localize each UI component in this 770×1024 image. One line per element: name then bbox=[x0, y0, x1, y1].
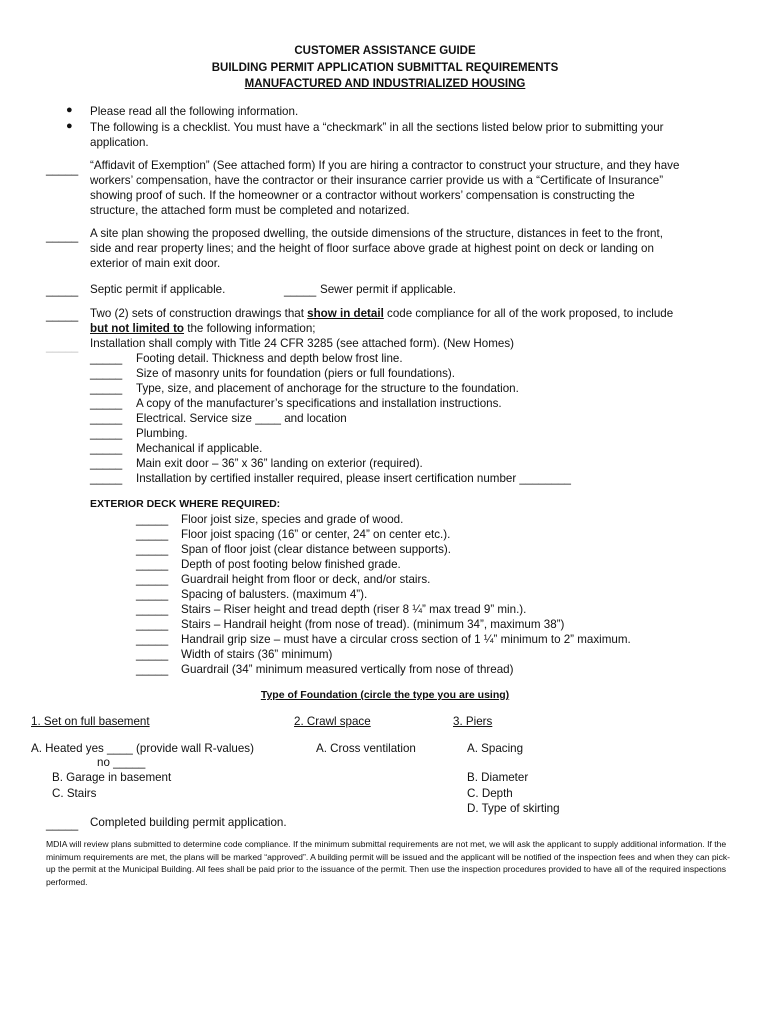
affidavit-line: showing proof of such. If the homeowner or a contractor without workers’ compensation is constructing the bbox=[90, 189, 635, 202]
header-title-1: CUSTOMER ASSISTANCE GUIDE bbox=[294, 45, 476, 57]
deck-heading: EXTERIOR DECK WHERE REQUIRED: bbox=[90, 498, 281, 510]
bullet-dot: ● bbox=[66, 120, 73, 132]
checkbox-blank-deck[interactable]: _____ bbox=[136, 558, 169, 571]
deck-item: Stairs – Riser height and tread depth (riser 8 ¼” max tread 9” min.). bbox=[181, 603, 527, 616]
checkbox-blank-deck[interactable]: _____ bbox=[136, 648, 169, 661]
deck-item: Guardrail height from floor or deck, and/or stairs. bbox=[181, 573, 431, 586]
checkbox-blank-title24[interactable]: _____ bbox=[46, 340, 79, 353]
basement-item: A. Heated yes ____ (provide wall R-values) bbox=[31, 742, 254, 755]
drawings-text-post: code compliance for all of the work proposed, to include bbox=[383, 307, 674, 320]
foundation-option-crawl-space[interactable]: 2. Crawl space bbox=[294, 715, 371, 728]
checkbox-blank-deck[interactable]: _____ bbox=[136, 663, 169, 676]
siteplan-line: exterior of main exit door. bbox=[90, 257, 221, 270]
checkbox-blank-item[interactable]: _____ bbox=[90, 367, 123, 380]
deck-item: Spacing of balusters. (maximum 4”). bbox=[181, 588, 368, 601]
checkbox-blank-item[interactable]: _____ bbox=[90, 442, 123, 455]
checkbox-blank-item[interactable]: _____ bbox=[90, 472, 123, 485]
checkbox-blank-deck[interactable]: _____ bbox=[136, 528, 169, 541]
basement-item: no _____ bbox=[97, 756, 146, 769]
siteplan-line: A site plan showing the proposed dwelling, the outside dimensions of the structure, distances in feet to the front, bbox=[90, 227, 663, 240]
deck-item: Width of stairs (36” minimum) bbox=[181, 648, 333, 661]
septic-permit-text: Septic permit if applicable. bbox=[90, 283, 226, 296]
checklist-item: A copy of the manufacturer’s specifications and installation instructions. bbox=[136, 397, 502, 410]
checkbox-blank-deck[interactable]: _____ bbox=[136, 633, 169, 646]
crawl-space-item: A. Cross ventilation bbox=[316, 742, 416, 755]
checklist-item: Plumbing. bbox=[136, 427, 188, 440]
affidavit-line: structure, the attached form must be completed and notarized. bbox=[90, 204, 410, 217]
drawings-emphasis-2: but not limited to bbox=[90, 322, 185, 335]
siteplan-paragraph bbox=[90, 226, 724, 271]
checkbox-blank-item[interactable]: _____ bbox=[90, 457, 123, 470]
affidavit-line: workers’ compensation, have the contractor or their insurance carrier provide us with a “Certificate of Insurance” bbox=[90, 174, 664, 187]
basement-item: C. Stairs bbox=[52, 787, 97, 800]
drawings-text-post-2: the following information; bbox=[184, 322, 316, 335]
checkbox-blank-item[interactable]: _____ bbox=[90, 382, 123, 395]
deck-item: Floor joist spacing (16” or center, 24” on center etc.). bbox=[181, 528, 451, 541]
checklist-item: Type, size, and placement of anchorage for the structure to the foundation. bbox=[136, 382, 519, 395]
sewer-permit-text: Sewer permit if applicable. bbox=[320, 283, 456, 296]
checklist-item: Main exit door – 36” x 36” landing on exterior (required). bbox=[136, 457, 423, 470]
bullet-dot: ● bbox=[66, 104, 73, 116]
affidavit-paragraph bbox=[90, 158, 724, 218]
deck-item: Floor joist size, species and grade of wood. bbox=[181, 513, 404, 526]
foundation-option-piers[interactable]: 3. Piers bbox=[453, 715, 493, 728]
checkbox-blank-deck[interactable]: _____ bbox=[136, 618, 169, 631]
checkbox-blank-deck[interactable]: _____ bbox=[136, 603, 169, 616]
checkbox-blank-siteplan[interactable]: _____ bbox=[46, 230, 79, 243]
checkbox-blank-completed[interactable]: _____ bbox=[46, 818, 79, 831]
deck-item: Span of floor joist (clear distance between supports). bbox=[181, 543, 452, 556]
drawings-line-2 bbox=[90, 321, 316, 336]
checklist-item: Size of masonry units for foundation (piers or full foundations). bbox=[136, 367, 455, 380]
drawings-emphasis: show in detail bbox=[307, 307, 384, 320]
deck-item: Depth of post footing below finished grade. bbox=[181, 558, 401, 571]
checkbox-blank-septic[interactable]: _____ bbox=[46, 284, 79, 297]
header-title-3 bbox=[0, 78, 770, 90]
checkbox-blank-affidavit[interactable]: _____ bbox=[46, 163, 79, 176]
checklist-item: Mechanical if applicable. bbox=[136, 442, 263, 455]
checkbox-blank-deck[interactable]: _____ bbox=[136, 573, 169, 586]
piers-item: C. Depth bbox=[467, 787, 513, 800]
deck-item: Guardrail (34” minimum measured vertically from nose of thread) bbox=[181, 663, 514, 676]
checkbox-blank-sewer[interactable]: _____ bbox=[284, 284, 317, 297]
bullet-text-2-cont: application. bbox=[90, 136, 149, 149]
basement-item: B. Garage in basement bbox=[52, 771, 172, 784]
foundation-option-basement[interactable]: 1. Set on full basement bbox=[31, 715, 150, 728]
drawings-line-1 bbox=[90, 306, 673, 321]
drawings-text-pre: Two (2) sets of construction drawings that bbox=[90, 307, 308, 320]
bullet-text-2: The following is a checklist. You must have a “checkmark” in all the sections listed below prior to submitting your bbox=[90, 121, 664, 134]
deck-item: Stairs – Handrail height (from nose of tread). (minimum 34”, maximum 38”) bbox=[181, 618, 565, 631]
bullet-text-1: Please read all the following information. bbox=[90, 105, 299, 118]
checkbox-blank-deck[interactable]: _____ bbox=[136, 513, 169, 526]
piers-item: B. Diameter bbox=[467, 771, 529, 784]
affidavit-line: “Affidavit of Exemption” (See attached form) If you are hiring a contractor to construct your structure, and they have bbox=[90, 159, 680, 172]
checkbox-blank-deck[interactable]: _____ bbox=[136, 588, 169, 601]
foundation-heading: Type of Foundation (circle the type you are using) bbox=[260, 689, 510, 701]
piers-item: D. Type of skirting bbox=[467, 802, 560, 815]
footer-note: MDIA will review plans submitted to determine code compliance. If the minimum submittal requirements are not met, we will ask the applicant to supply additional information. If the minimum requirements are met, the plans will be marked “approved”. A building permit will be issued and the applicant will be notified of the inspection fees and when they can pick-up the permit at the Municipal Building. All fees shall be paid prior to the issuance of the permit. Then use the inspection procedures provided to have all of the required inspections performed. bbox=[46, 839, 731, 887]
piers-item: A. Spacing bbox=[467, 742, 524, 755]
checklist-item: Footing detail. Thickness and depth below frost line. bbox=[136, 352, 403, 365]
checklist-item: Electrical. Service size ____ and location bbox=[136, 412, 347, 425]
checkbox-blank-item[interactable]: _____ bbox=[90, 427, 123, 440]
siteplan-line: side and rear property lines; and the height of floor surface above grade at highest point on deck or landing on bbox=[90, 242, 654, 255]
header-title-3-text: MANUFACTURED AND INDUSTRIALIZED HOUSING bbox=[244, 78, 526, 90]
checkbox-blank-item[interactable]: _____ bbox=[90, 412, 123, 425]
deck-item: Handrail grip size – must have a circular cross section of 1 ¼” minimum to 2” maximum. bbox=[181, 633, 631, 646]
checkbox-blank-deck[interactable]: _____ bbox=[136, 543, 169, 556]
header-title-2: BUILDING PERMIT APPLICATION SUBMITTAL REQUIREMENTS bbox=[211, 62, 559, 74]
checkbox-blank-item[interactable]: _____ bbox=[90, 397, 123, 410]
checkbox-blank-item[interactable]: _____ bbox=[90, 352, 123, 365]
checklist-item: Installation by certified installer required, please insert certification number ________ bbox=[136, 472, 572, 485]
checkbox-blank-drawings[interactable]: _____ bbox=[46, 309, 79, 322]
title24-text: Installation shall comply with Title 24 CFR 3285 (see attached form). (New Homes) bbox=[90, 337, 514, 350]
completed-application-text: Completed building permit application. bbox=[90, 816, 287, 829]
